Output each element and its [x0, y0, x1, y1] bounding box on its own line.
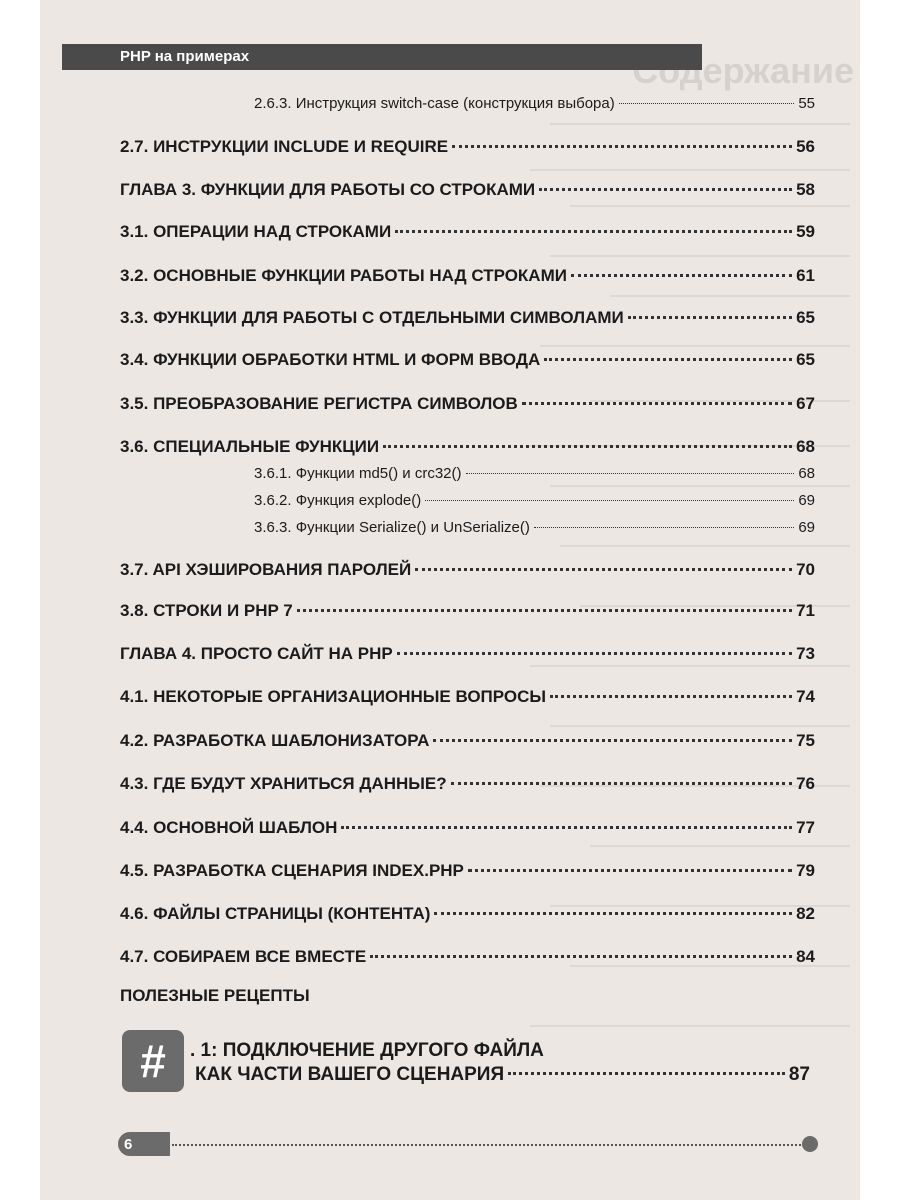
toc-page-number: 82	[796, 904, 815, 923]
toc-entry-title: 3.8. СТРОКИ И PHP 7	[120, 601, 293, 620]
toc-page-number: 61	[796, 266, 815, 285]
toc-entry-title: 3.7. API ХЭШИРОВАНИЯ ПАРОЛЕЙ	[120, 560, 412, 579]
toc-entry-title: 4.1. НЕКОТОРЫЕ ОРГАНИЗАЦИОННЫЕ ВОПРОСЫ	[120, 687, 547, 706]
toc-page-number: 55	[798, 95, 815, 112]
toc-page-number: 84	[796, 947, 815, 966]
toc-entry-title: 2.6.3. Инструкция switch-case (конструкция выбора)	[254, 95, 615, 112]
toc-entry-title: 3.6.1. Функции md5() и crc32()	[254, 465, 462, 482]
toc-page-number: 71	[796, 601, 815, 620]
toc-entry	[120, 818, 815, 838]
dot-leader	[370, 951, 792, 958]
toc-entry-title: 2.7. ИНСТРУКЦИИ INCLUDE И REQUIRE	[120, 137, 449, 156]
book-page	[40, 0, 860, 1200]
toc-entry	[120, 394, 815, 414]
dot-leader	[425, 496, 794, 501]
toc-subentry	[120, 95, 815, 112]
toc-entry	[120, 687, 815, 707]
toc-entry-title: 3.6.2. Функция explode()	[254, 492, 422, 509]
dot-leader	[534, 523, 794, 528]
toc-page-number: 65	[796, 350, 815, 369]
toc-page-number: 69	[798, 519, 815, 536]
dot-leader	[628, 312, 792, 319]
dot-leader	[397, 648, 792, 655]
toc-page-number: 79	[796, 861, 815, 880]
toc-entry	[120, 601, 815, 621]
toc-entry	[120, 947, 815, 967]
toc-page-number: 58	[796, 180, 815, 199]
dot-leader	[297, 605, 792, 612]
toc-entry-title: 3.1. ОПЕРАЦИИ НАД СТРОКАМИ	[120, 222, 392, 241]
toc-page-number: 70	[796, 560, 815, 579]
dot-leader	[383, 441, 792, 448]
toc-entry	[120, 644, 815, 664]
toc-entry	[120, 774, 815, 794]
toc-entry-title: 4.2. РАЗРАБОТКА ШАБЛОНИЗАТОРА	[120, 731, 430, 750]
toc-page-number: 74	[796, 687, 815, 706]
toc-entry-title: 4.5. РАЗРАБОТКА СЦЕНАРИЯ INDEX.PHP	[120, 861, 464, 880]
toc-page-number: 73	[796, 644, 815, 663]
toc-entry	[120, 180, 815, 200]
dot-leader	[619, 99, 795, 104]
toc-entry	[120, 308, 815, 328]
ghost-title: Содержание	[632, 50, 854, 91]
toc-page-number: 59	[796, 222, 815, 241]
dot-leader	[508, 1068, 785, 1075]
toc-entry	[120, 222, 815, 242]
toc-entry-title: 3.5. ПРЕОБРАЗОВАНИЕ РЕГИСТРА СИМВОЛОВ	[120, 394, 518, 413]
toc-entry-title: 3.4. ФУНКЦИИ ОБРАБОТКИ HTML И ФОРМ ВВОДА	[120, 350, 541, 369]
toc-entry-title: 3.6.3. Функции Serialize() и UnSerialize()	[254, 519, 530, 536]
toc-entry	[120, 266, 815, 286]
toc-subentry	[120, 465, 815, 482]
toc-entry-title: ГЛАВА 3. ФУНКЦИИ ДЛЯ РАБОТЫ СО СТРОКАМИ	[120, 180, 536, 199]
recipe-title-line1: . 1: ПОДКЛЮЧЕНИЕ ДРУГОГО ФАЙЛА	[190, 1040, 544, 1061]
toc-entry	[120, 137, 815, 157]
toc-entry-title: 3.6. СПЕЦИАЛЬНЫЕ ФУНКЦИИ	[120, 437, 380, 456]
toc-entry-title: 3.3. ФУНКЦИИ ДЛЯ РАБОТЫ С ОТДЕЛЬНЫМИ СИМВОЛАМИ	[120, 308, 624, 327]
dot-leader	[452, 141, 792, 148]
dot-leader	[571, 270, 792, 277]
toc-entry-title: 4.4. ОСНОВНОЙ ШАБЛОН	[120, 818, 338, 837]
dot-leader	[433, 735, 792, 742]
recipe-title-line2: КАК ЧАСТИ ВАШЕГО СЦЕНАРИЯ	[195, 1064, 505, 1085]
toc-entry-title: 3.2. ОСНОВНЫЕ ФУНКЦИИ РАБОТЫ НАД СТРОКАМИ	[120, 266, 567, 285]
toc-page-number: 75	[796, 731, 815, 750]
dot-leader	[415, 564, 792, 571]
toc-page-number: 68	[798, 465, 815, 482]
toc-page-number: 65	[796, 308, 815, 327]
dot-leader	[395, 226, 792, 233]
toc-entry	[120, 437, 815, 457]
dot-leader	[550, 691, 792, 698]
dot-leader	[451, 778, 792, 785]
recipes-heading: ПОЛЕЗНЫЕ РЕЦЕПТЫ	[120, 986, 310, 1005]
folio-number: 6	[124, 1135, 133, 1153]
toc-page-number: 68	[796, 437, 815, 456]
dot-leader	[341, 822, 792, 829]
toc-entry	[120, 861, 815, 881]
toc-subentry	[120, 519, 815, 536]
folio-badge	[118, 1132, 170, 1156]
toc-entry-title: ГЛАВА 4. ПРОСТО САЙТ НА PHP	[120, 644, 393, 663]
toc-page-number: 56	[796, 137, 815, 156]
toc-entry	[120, 560, 815, 580]
footer-dotted-rule	[172, 1144, 804, 1146]
toc-entry	[120, 904, 815, 924]
dot-leader	[434, 908, 792, 915]
toc-subentry	[120, 492, 815, 509]
toc-page-number: 77	[796, 818, 815, 837]
dot-leader	[539, 184, 792, 191]
toc-entry	[120, 731, 815, 751]
dot-leader	[466, 469, 795, 474]
toc-page-number: 76	[796, 774, 815, 793]
toc-entry	[120, 350, 815, 370]
dot-leader	[544, 354, 792, 361]
dot-leader	[468, 865, 792, 872]
toc-page-number: 69	[798, 492, 815, 509]
running-header: PHP на примерах	[120, 48, 250, 65]
toc-page-number: 67	[796, 394, 815, 413]
recipe-entry	[195, 1064, 810, 1086]
toc-entry-title: 4.3. ГДЕ БУДУТ ХРАНИТЬСЯ ДАННЫЕ?	[120, 774, 447, 793]
hash-icon: #	[122, 1030, 184, 1092]
toc-entry-title: 4.6. ФАЙЛЫ СТРАНИЦЫ (КОНТЕНТА)	[120, 904, 431, 923]
footer-dot	[802, 1136, 818, 1152]
recipe-page-number: 87	[788, 1064, 810, 1085]
dot-leader	[522, 398, 792, 405]
toc-entry-title: 4.7. СОБИРАЕМ ВСЕ ВМЕСТЕ	[120, 947, 367, 966]
